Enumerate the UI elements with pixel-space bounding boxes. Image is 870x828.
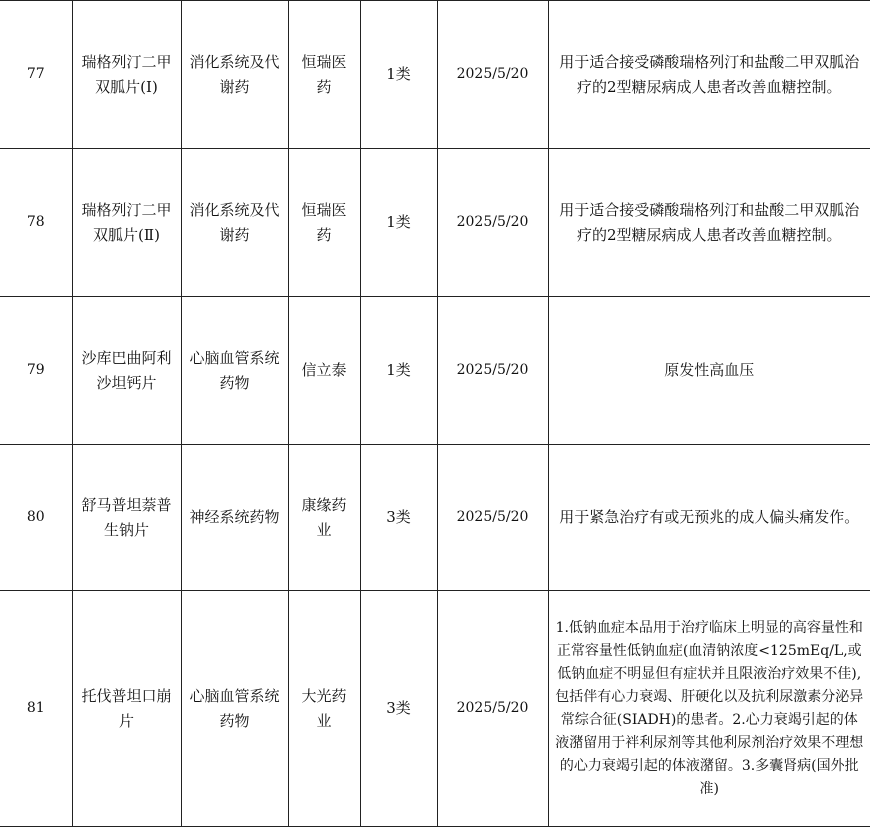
company: 恒瑞医药 <box>288 1 360 149</box>
drug-category: 消化系统及代谢药 <box>181 1 288 149</box>
row-number: 78 <box>0 149 72 297</box>
indication: 用于紧急治疗有或无预兆的成人偏头痛发作。 <box>548 445 870 591</box>
drug-name: 舒马普坦萘普生钠片 <box>72 445 181 591</box>
row-number: 81 <box>0 591 72 827</box>
drug-name: 沙库巴曲阿利沙坦钙片 <box>72 297 181 445</box>
indication: 用于适合接受磷酸瑞格列汀和盐酸二甲双胍治疗的2型糖尿病成人患者改善血糖控制。 <box>548 149 870 297</box>
approval-date: 2025/5/20 <box>437 591 548 827</box>
table-row <box>0 149 870 297</box>
row-number: 79 <box>0 297 72 445</box>
table-row <box>0 591 870 827</box>
approval-date: 2025/5/20 <box>437 297 548 445</box>
drug-class: 1类 <box>360 297 437 445</box>
company: 康缘药业 <box>288 445 360 591</box>
table-row <box>0 1 870 149</box>
drug-name: 托伐普坦口崩片 <box>72 591 181 827</box>
drug-category: 消化系统及代谢药 <box>181 149 288 297</box>
row-number: 80 <box>0 445 72 591</box>
drug-class: 3类 <box>360 445 437 591</box>
drug-class: 3类 <box>360 591 437 827</box>
company: 恒瑞医药 <box>288 149 360 297</box>
company: 大光药业 <box>288 591 360 827</box>
approval-date: 2025/5/20 <box>437 1 548 149</box>
drug-category: 心脑血管系统药物 <box>181 591 288 827</box>
row-number: 77 <box>0 1 72 149</box>
table-row <box>0 445 870 591</box>
company: 信立泰 <box>288 297 360 445</box>
indication: 用于适合接受磷酸瑞格列汀和盐酸二甲双胍治疗的2型糖尿病成人患者改善血糖控制。 <box>548 1 870 149</box>
drug-name: 瑞格列汀二甲双胍片(Ⅰ) <box>72 1 181 149</box>
table-row <box>0 297 870 445</box>
indication: 1.低钠血症本品用于治疗临床上明显的高容量性和正常容量性低钠血症(血清钠浓度<125mEq/L,或低钠血症不明显但有症状并且限液治疗效果不佳),包括伴有心力衰竭、肝硬化以及抗利尿激素分泌异常综合征(SIADH)的患者。2.心力衰竭引起的体液潴留用于袢利尿剂等其他利尿剂治疗效果不理想的心力衰竭引起的体液潴留。3.多囊肾病(国外批准) <box>548 591 870 827</box>
approval-date: 2025/5/20 <box>437 445 548 591</box>
approval-date: 2025/5/20 <box>437 149 548 297</box>
drug-class: 1类 <box>360 1 437 149</box>
indication: 原发性高血压 <box>548 297 870 445</box>
drug-category: 神经系统药物 <box>181 445 288 591</box>
drug-name: 瑞格列汀二甲双胍片(Ⅱ) <box>72 149 181 297</box>
drug-class: 1类 <box>360 149 437 297</box>
drug-category: 心脑血管系统药物 <box>181 297 288 445</box>
